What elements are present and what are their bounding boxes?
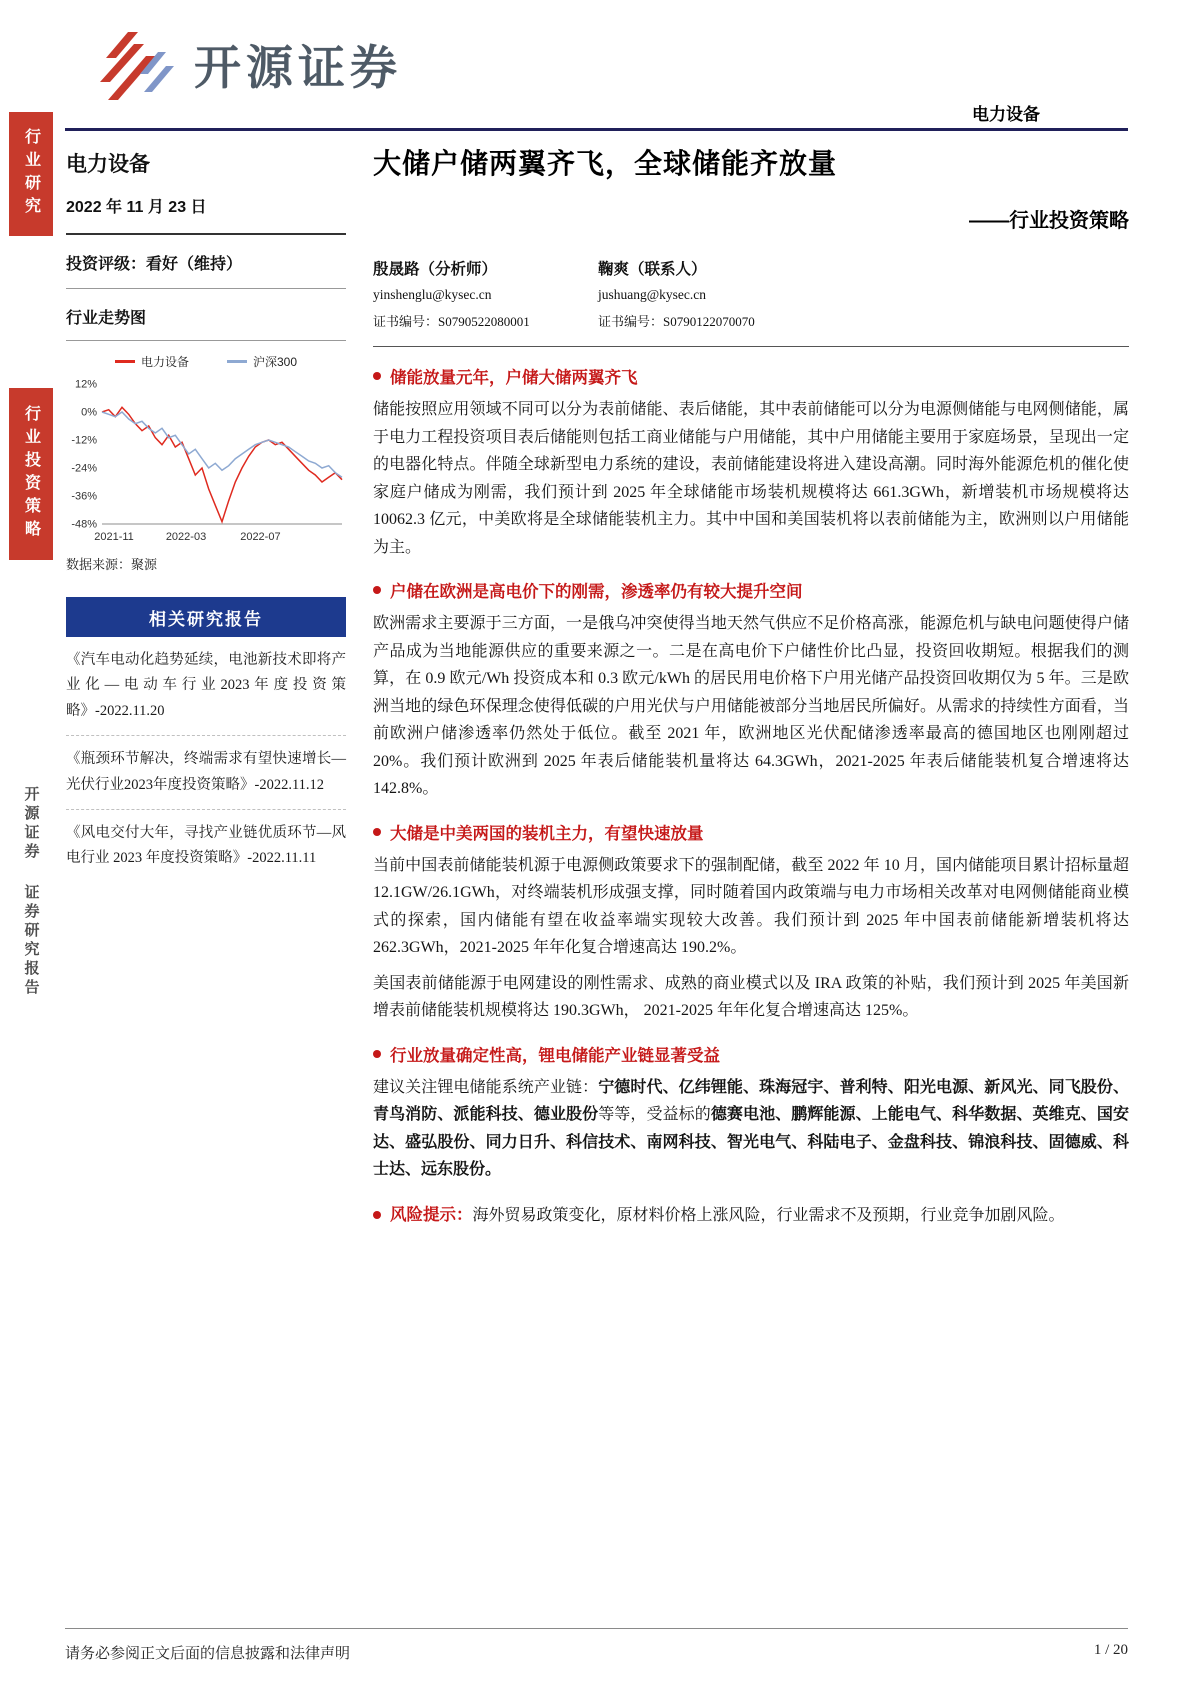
analyst-email[interactable]: yinshenglu@kysec.cn — [373, 287, 492, 302]
analyst-name: 鞠爽（联系人） — [598, 261, 707, 278]
main-column — [373, 142, 1129, 1229]
svg-text:-36%: -36% — [71, 490, 97, 503]
sidebar-brand-label: 开源证券 — [22, 786, 40, 862]
section-paragraph — [373, 852, 1129, 962]
sidebar-tag-investment-strategy-label: 行业投资策略 — [22, 405, 40, 543]
svg-text:2022-07: 2022-07 — [240, 531, 281, 543]
report-subtitle: ——行业投资策略 — [969, 210, 1129, 232]
page-footer — [65, 1628, 1128, 1663]
related-report[interactable]: 《瓶颈环节解决，终端需求有望快速增长—光伏行业2023年度投资策略》-2022.11.12 — [66, 736, 346, 810]
bullet-icon — [373, 1050, 381, 1058]
divider — [373, 346, 1129, 347]
brand-name: 开源证券 — [194, 40, 402, 94]
analyst-card — [598, 257, 823, 330]
divider — [66, 233, 346, 235]
report-title: 大储户储两翼齐飞，全球储能齐放量 — [373, 148, 838, 179]
svg-text:2021-11: 2021-11 — [94, 531, 134, 543]
body-text: 海外贸易政策变化，原材料价格上涨风险，行业需求不及预期，行业竞争加剧风险。 — [472, 1206, 1065, 1224]
emphasized-text: 宁德时代、亿纬锂能、珠海冠宇、普利特、阳光电源、新风光、同飞股份、青鸟消防、派能科技、德业股份 — [373, 1078, 1129, 1124]
bullet-icon — [373, 586, 381, 594]
related-report[interactable]: 《汽车电动化趋势延续，电池新技术即将产业化—电动车行业2023年度投资策略》-2022.11.20 — [66, 637, 346, 736]
legend-label-hs300: 沪深300 — [252, 355, 298, 369]
section-heading: 行业放量确定性高，锂电储能产业链显著受益 — [373, 1042, 1129, 1066]
report-date: 2022 年 11 月 23 日 — [66, 199, 207, 216]
analyst-cert: 证书编号：S0790122070070 — [598, 314, 755, 329]
trend-chart-title: 行业走势图 — [66, 305, 346, 341]
header-industry-tag: 电力设备 — [972, 105, 1040, 124]
industry-trend-chart — [66, 353, 346, 546]
section-paragraph — [373, 396, 1129, 561]
sidebar-tag-industry-research-label: 行业研究 — [22, 128, 40, 220]
report-section — [373, 1201, 1129, 1230]
legend-item-hs300 — [227, 353, 297, 370]
svg-text:12%: 12% — [74, 378, 97, 391]
legend-line-hs300-icon — [227, 360, 247, 363]
section-paragraph — [373, 1074, 1129, 1184]
sections-container — [373, 364, 1129, 1229]
svg-text:-12%: -12% — [71, 434, 97, 447]
brand — [92, 24, 402, 104]
section-paragraph — [373, 970, 1129, 1025]
legend-item-electric — [115, 353, 189, 370]
body-text: 建议关注锂电储能系统产业链： — [373, 1078, 599, 1096]
analyst-card — [373, 257, 598, 330]
page-number: 1 / 20 — [1093, 1642, 1128, 1658]
section-heading: 户储在欧洲是高电价下的刚需，渗透率仍有较大提升空间 — [373, 578, 1129, 602]
related-reports-banner: 相关研究报告 — [66, 597, 346, 637]
report-section — [373, 364, 1129, 561]
analyst-cert: 证书编号：S0790522080001 — [373, 314, 530, 329]
sidebar-tag-investment-strategy — [9, 388, 53, 560]
svg-text:-24%: -24% — [71, 462, 97, 475]
analysts-block — [373, 257, 1129, 330]
header-rule — [65, 128, 1128, 131]
related-reports-list — [66, 637, 346, 883]
svg-text:2022-03: 2022-03 — [165, 531, 207, 543]
report-section — [373, 578, 1129, 803]
bullet-icon — [373, 1211, 381, 1219]
section-heading: 大储是中美两国的装机主力，有望快速放量 — [373, 820, 1129, 844]
investment-rating: 投资评级：看好（维持） — [66, 251, 346, 289]
body-text: 欧洲需求主要源于三方面，一是俄乌冲突使得当地天然气供应不足价格高涨，能源危机与缺电问题使得户储产品成为当地能源供应的重要来源之一。二是在高电价下户储性价比凸显，投资回收期短。根据我们的测算，在 0.9 欧元/Wh 投资成本和 0.3 欧元/kWh 的居民用电价格下户用光储产品投资回收期仅为 5 年。三是欧洲当地的绿色环保理念使得低碳的户用光伏与户用储能被部分当地居民所偏好。从需求的持续性方面看，当前欧洲户储渗透率仍然处于低位。截至 2021 年，欧洲地区光伏配储渗透率最高的德国地区也刚刚超过 20%。我们预计欧洲到 2025 年表后储能装机量将达 64.3GWh，2021-2025 年表后储能装机复合增速将达 142.8%。 — [373, 615, 1129, 798]
report-section — [373, 820, 1129, 1025]
analyst-name: 殷晟路（分析师） — [373, 261, 498, 278]
sidebar-report-type-label: 证券研究报告 — [22, 884, 40, 998]
left-column — [66, 148, 346, 883]
svg-text:-48%: -48% — [71, 518, 97, 531]
analyst-email[interactable]: jushuang@kysec.cn — [598, 287, 707, 302]
section-paragraph — [373, 1201, 1129, 1230]
sidebar-brand-note — [9, 786, 53, 998]
section-heading: 储能放量元年，户储大储两翼齐飞 — [373, 364, 1129, 388]
sidebar-tag-industry-research — [9, 112, 53, 236]
kaiyuan-logo-icon — [92, 24, 178, 104]
bullet-icon — [373, 372, 381, 380]
body-text: 等等，受益标的 — [598, 1106, 711, 1124]
industry-title: 电力设备 — [66, 153, 150, 176]
data-source: 数据来源：聚源 — [66, 557, 158, 572]
disclaimer: 请务必参阅正文后面的信息披露和法律声明 — [65, 1646, 351, 1662]
bullet-icon — [373, 828, 381, 836]
legend-line-electric-icon — [115, 360, 135, 363]
body-text: 储能按照应用领域不同可以分为表前储能、表后储能，其中表前储能可以分为电源侧储能与电网侧储能，属于电力工程投资项目表后储能则包括工商业储能与户用储能，其中户用储能主要用于家庭场景，呈现出一定的电器化特点。伴随全球新型电力系统的建设，表前储能建设将进入建设高潮。同时海外能源危机的催化使家庭户储成为刚需，我们预计到 2025 年全球储能市场装机规模将达 661.3GWh，新增装机市场规模将达 10062.3 亿元，中美欧将是全球储能装机主力。其中中国和美国装机将以表前储能为主，欧洲则以户用储能为主。 — [373, 401, 1129, 556]
related-report[interactable]: 《风电交付大年，寻找产业链优质环节—风电行业 2023 年度投资策略》-2022.11.11 — [66, 824, 346, 867]
report-section — [373, 1042, 1129, 1184]
emphasized-text: 德赛电池、鹏辉能源、上能电气、科华数据、英维克、国安达、盛弘股份、同力日升、科信技术、南网科技、智光电气、科陆电子、金盘科技、锦浪科技、固德威、科士达、远东股份。 — [373, 1106, 1129, 1179]
trend-chart-svg — [66, 374, 347, 546]
section-heading: 风险提示： — [373, 1206, 473, 1224]
body-text: 当前中国表前储能装机源于电源侧政策要求下的强制配储，截至 2022 年 10 月，国内储能项目累计招标量超 12.1GW/26.1GWh，对终端装机形成强支撑，同时随着国内政策端与电力市场相关改革对电网侧储能商业模式的探索，国内储能有望在收益率端实现较大改善。我们预计到 2025 年中国表前储能新增装机将达 262.3GWh，2021-2025 年年化复合增速高达 190.2%。 — [373, 856, 1129, 957]
section-paragraph — [373, 610, 1129, 803]
svg-text:0%: 0% — [81, 406, 97, 419]
body-text: 美国表前储能源于电网建设的刚性需求、成熟的商业模式以及 IRA 政策的补贴，我们预计到 2025 年美国新增表前储能装机规模将达 190.3GWh， 2021-2025 年年化复合增速高达 125%。 — [373, 974, 1129, 1020]
legend-label-electric: 电力设备 — [140, 355, 189, 369]
chart-legend — [66, 353, 346, 370]
